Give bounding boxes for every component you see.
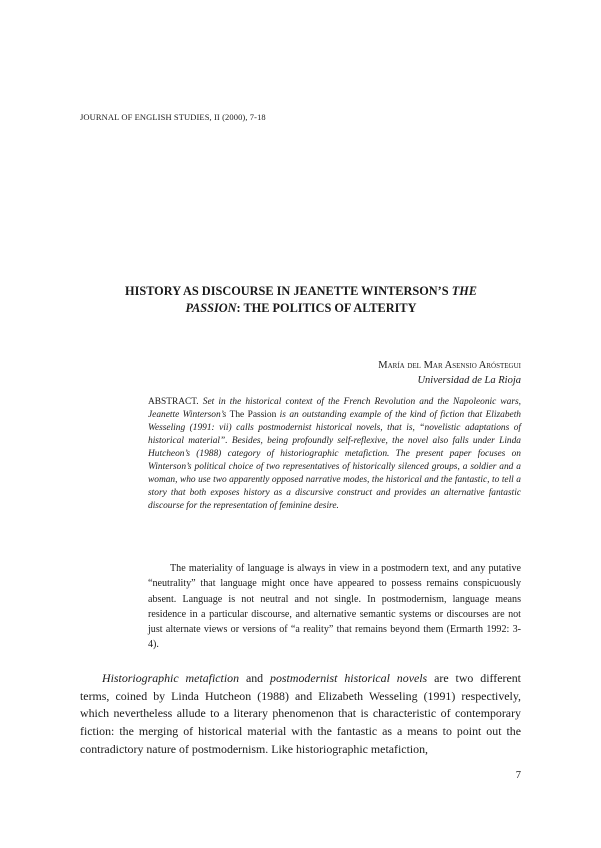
para-italic-2: postmodernist historical novels	[270, 671, 428, 685]
title-book-name: THE PASSION	[185, 284, 477, 315]
epigraph-quote: The materiality of language is always in view in a postmodern text, and any putative “neutrality” that language might once have appeared to possess remains conspicuously absent. Language is not neutral and not single. In postmodernism, language means residence in a particular discourse, and alternative semantic systems or discourses are not just alternate views or versions of “a reality” that remains beyond them (Ermarth 1992: 3-4).	[148, 563, 521, 651]
abstract-book-title: The Passion	[229, 410, 277, 420]
page-number: 7	[515, 770, 521, 781]
body-paragraph	[80, 670, 521, 759]
article-title	[96, 283, 506, 317]
para-text-1: and	[239, 671, 271, 685]
para-text-2: are two different terms, coined by Linda Hutcheon (1988) and Elizabeth Wesseling (1991) respectively, which nevertheless allude to a literary phenomenon that is characteristic of contemporary fiction: the merging of historical material with the fantastic as a means to point out the contradictory nature of postmodernism. Like historiographic metafiction,	[80, 671, 521, 756]
author-affiliation: Universidad de La Rioja	[417, 375, 521, 386]
running-header: JOURNAL OF ENGLISH STUDIES, II (2000), 7-18	[80, 112, 266, 122]
para-italic-1: Historiographic metafiction	[102, 671, 240, 685]
author-block	[378, 358, 521, 388]
title-part-2: : THE POLITICS OF ALTERITY	[236, 301, 417, 315]
title-part-1: HISTORY AS DISCOURSE IN JEANETTE WINTERSON’S	[125, 284, 452, 298]
abstract	[148, 396, 521, 513]
abstract-text-2: is an outstanding example of the kind of fiction that Elizabeth Wesseling (1991: vii) calls postmodernist historical novels, that is, “novelistic adaptations of historical material”. Besides, being profoundly self-reflexive, the novel also falls under Linda Hutcheon’s (1988) category of historiographic metafiction. The present paper focuses on Winterson’s political choice of two representatives of historically silenced groups, a soldier and a woman, who use two apparently opposed narrative modes, the historical and the fantastic, to tell a story that both exposes history as a discursive construct and provides an alternative fantastic discourse for the representation of feminine desire.	[148, 410, 521, 511]
abstract-text-1: Set in the historical context of the French Revolution and the Napoleonic wars, Jeanette Winterson’s	[148, 397, 521, 420]
author-name: María del Mar Asensio Aróstegui	[378, 360, 521, 371]
abstract-label: ABSTRACT.	[148, 397, 199, 407]
